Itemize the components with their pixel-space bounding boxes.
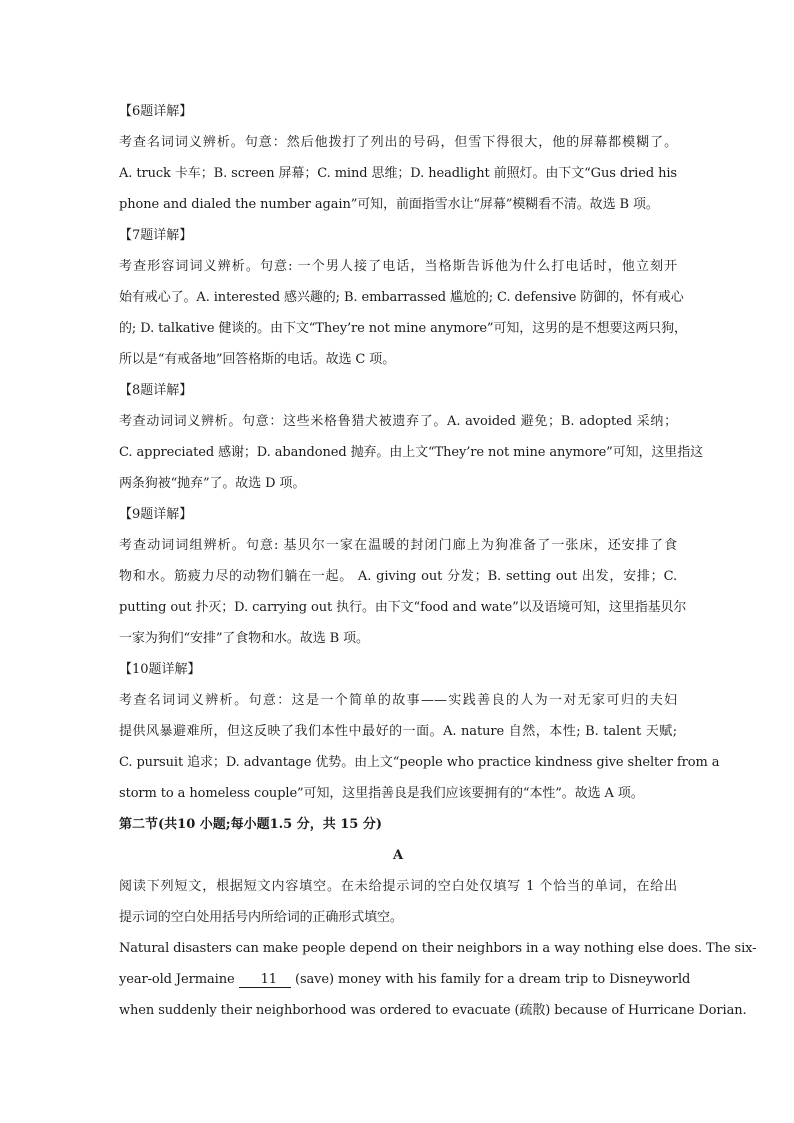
explanation-6 <box>119 96 677 220</box>
text-line: C. appreciated 感谢；D. abandoned 抛弃。由上文“They’re not mine anymore”可知，这里指这 <box>119 445 704 460</box>
passage-text: (save) money with his family for a dream trip to Disneyworld <box>290 972 691 987</box>
explanation-text <box>119 406 704 499</box>
explanation-text <box>119 127 677 220</box>
section-title: 第二节(共10 小题;每小题1.5 分，共 15 分) <box>119 817 383 832</box>
text-line: 所以是“有戒备地”回答格斯的电话。故选 C 项。 <box>119 352 396 367</box>
passage-letter: A <box>392 848 404 863</box>
passage-text: year-old Jermaine <box>119 972 239 987</box>
text-line: 两条狗被“抛弃”了。故选 D 项。 <box>119 476 306 491</box>
text-line: 的; D. talkative 健谈的。由下文“They’re not mine anymore”可知，这男的是不想要这两只狗， <box>119 321 687 336</box>
explanation-8 <box>119 375 704 499</box>
text-line: 物和水。筋疲力尽的动物们躺在一起。 A. giving out 分发；B. setting out 出发，安排；C. <box>119 569 677 584</box>
text-line: 阅读下列短文，根据短文内容填空。在未给提示词的空白处仅填写 1 个恰当的单词，在给出 <box>119 879 677 894</box>
text-line: 考查名词词义辨析。句意：然后他拨打了列出的号码，但雪下得很大，他的屏幕都模糊了。 <box>119 135 677 150</box>
instructions <box>119 871 677 933</box>
text-line: 考查名词词义辨析。句意：这是一个简单的故事——实践善良的人为一对无家可归的夫妇 <box>119 693 677 708</box>
text-line: A. truck 卡车；B. screen 屏幕；C. mind 思维；D. headlight 前照灯。由下文“Gus dried his <box>119 166 677 181</box>
passage <box>119 933 757 1026</box>
answer-blank-11: 11 <box>239 973 291 988</box>
text-line: phone and dialed the number again”可知，前面指雪水让“屏幕”模糊看不清。故选 B 项。 <box>119 197 659 212</box>
text-line: Natural disasters can make people depend on their neighbors in a way nothing else does. The six- <box>119 941 757 956</box>
text-line <box>119 964 691 995</box>
text-line: when suddenly their neighborhood was ordered to evacuate (疏散) because of Hurricane Dorian. <box>119 1003 747 1018</box>
explanation-9 <box>119 499 687 654</box>
text-line: storm to a homeless couple”可知，这里指善良是我们应该要拥有的“本性”。故选 A 项。 <box>119 786 644 801</box>
question-heading: 【9题详解】 <box>119 507 193 522</box>
question-heading: 【6题详解】 <box>119 104 193 119</box>
explanation-7 <box>119 220 687 375</box>
text-line: 一家为狗们“安排”了食物和水。故选 B 项。 <box>119 631 369 646</box>
text-line: 考查动词词义辨析。句意：这些米格鲁猎犬被遗弃了。A. avoided 避免；B. adopted 采纳； <box>119 414 677 429</box>
text-line: 提供风暴避难所，但这反映了我们本性中最好的一面。A. nature 自然，本性; B. talent 天赋; <box>119 724 677 739</box>
explanation-10 <box>119 654 720 809</box>
text-line: 始有戒心了。A. interested 感兴趣的; B. embarrassed 尴尬的; C. defensive 防御的，怀有戒心 <box>119 290 684 305</box>
document-page <box>119 96 757 1026</box>
explanation-text <box>119 530 687 654</box>
text-line: putting out 扑灭；D. carrying out 执行。由下文“food and wate”以及语境可知，这里指基贝尔 <box>119 600 687 615</box>
question-heading: 【10题详解】 <box>119 662 201 677</box>
text-line: 考查形容词词义辨析。句意: 一个男人接了电话，当格斯告诉他为什么打电话时，他立刻开 <box>119 259 677 274</box>
text-line: 提示词的空白处用括号内所给词的正确形式填空。 <box>119 910 403 925</box>
text-line: C. pursuit 追求；D. advantage 优势。由上文“people who practice kindness give shelter from a <box>119 755 720 770</box>
explanation-text <box>119 685 720 809</box>
question-heading: 【8题详解】 <box>119 383 193 398</box>
question-heading: 【7题详解】 <box>119 228 193 243</box>
text-line: 考查动词词组辨析。句意: 基贝尔一家在温暖的封闭门廊上为狗准备了一张床，还安排了食 <box>119 538 677 553</box>
explanation-text <box>119 251 687 375</box>
